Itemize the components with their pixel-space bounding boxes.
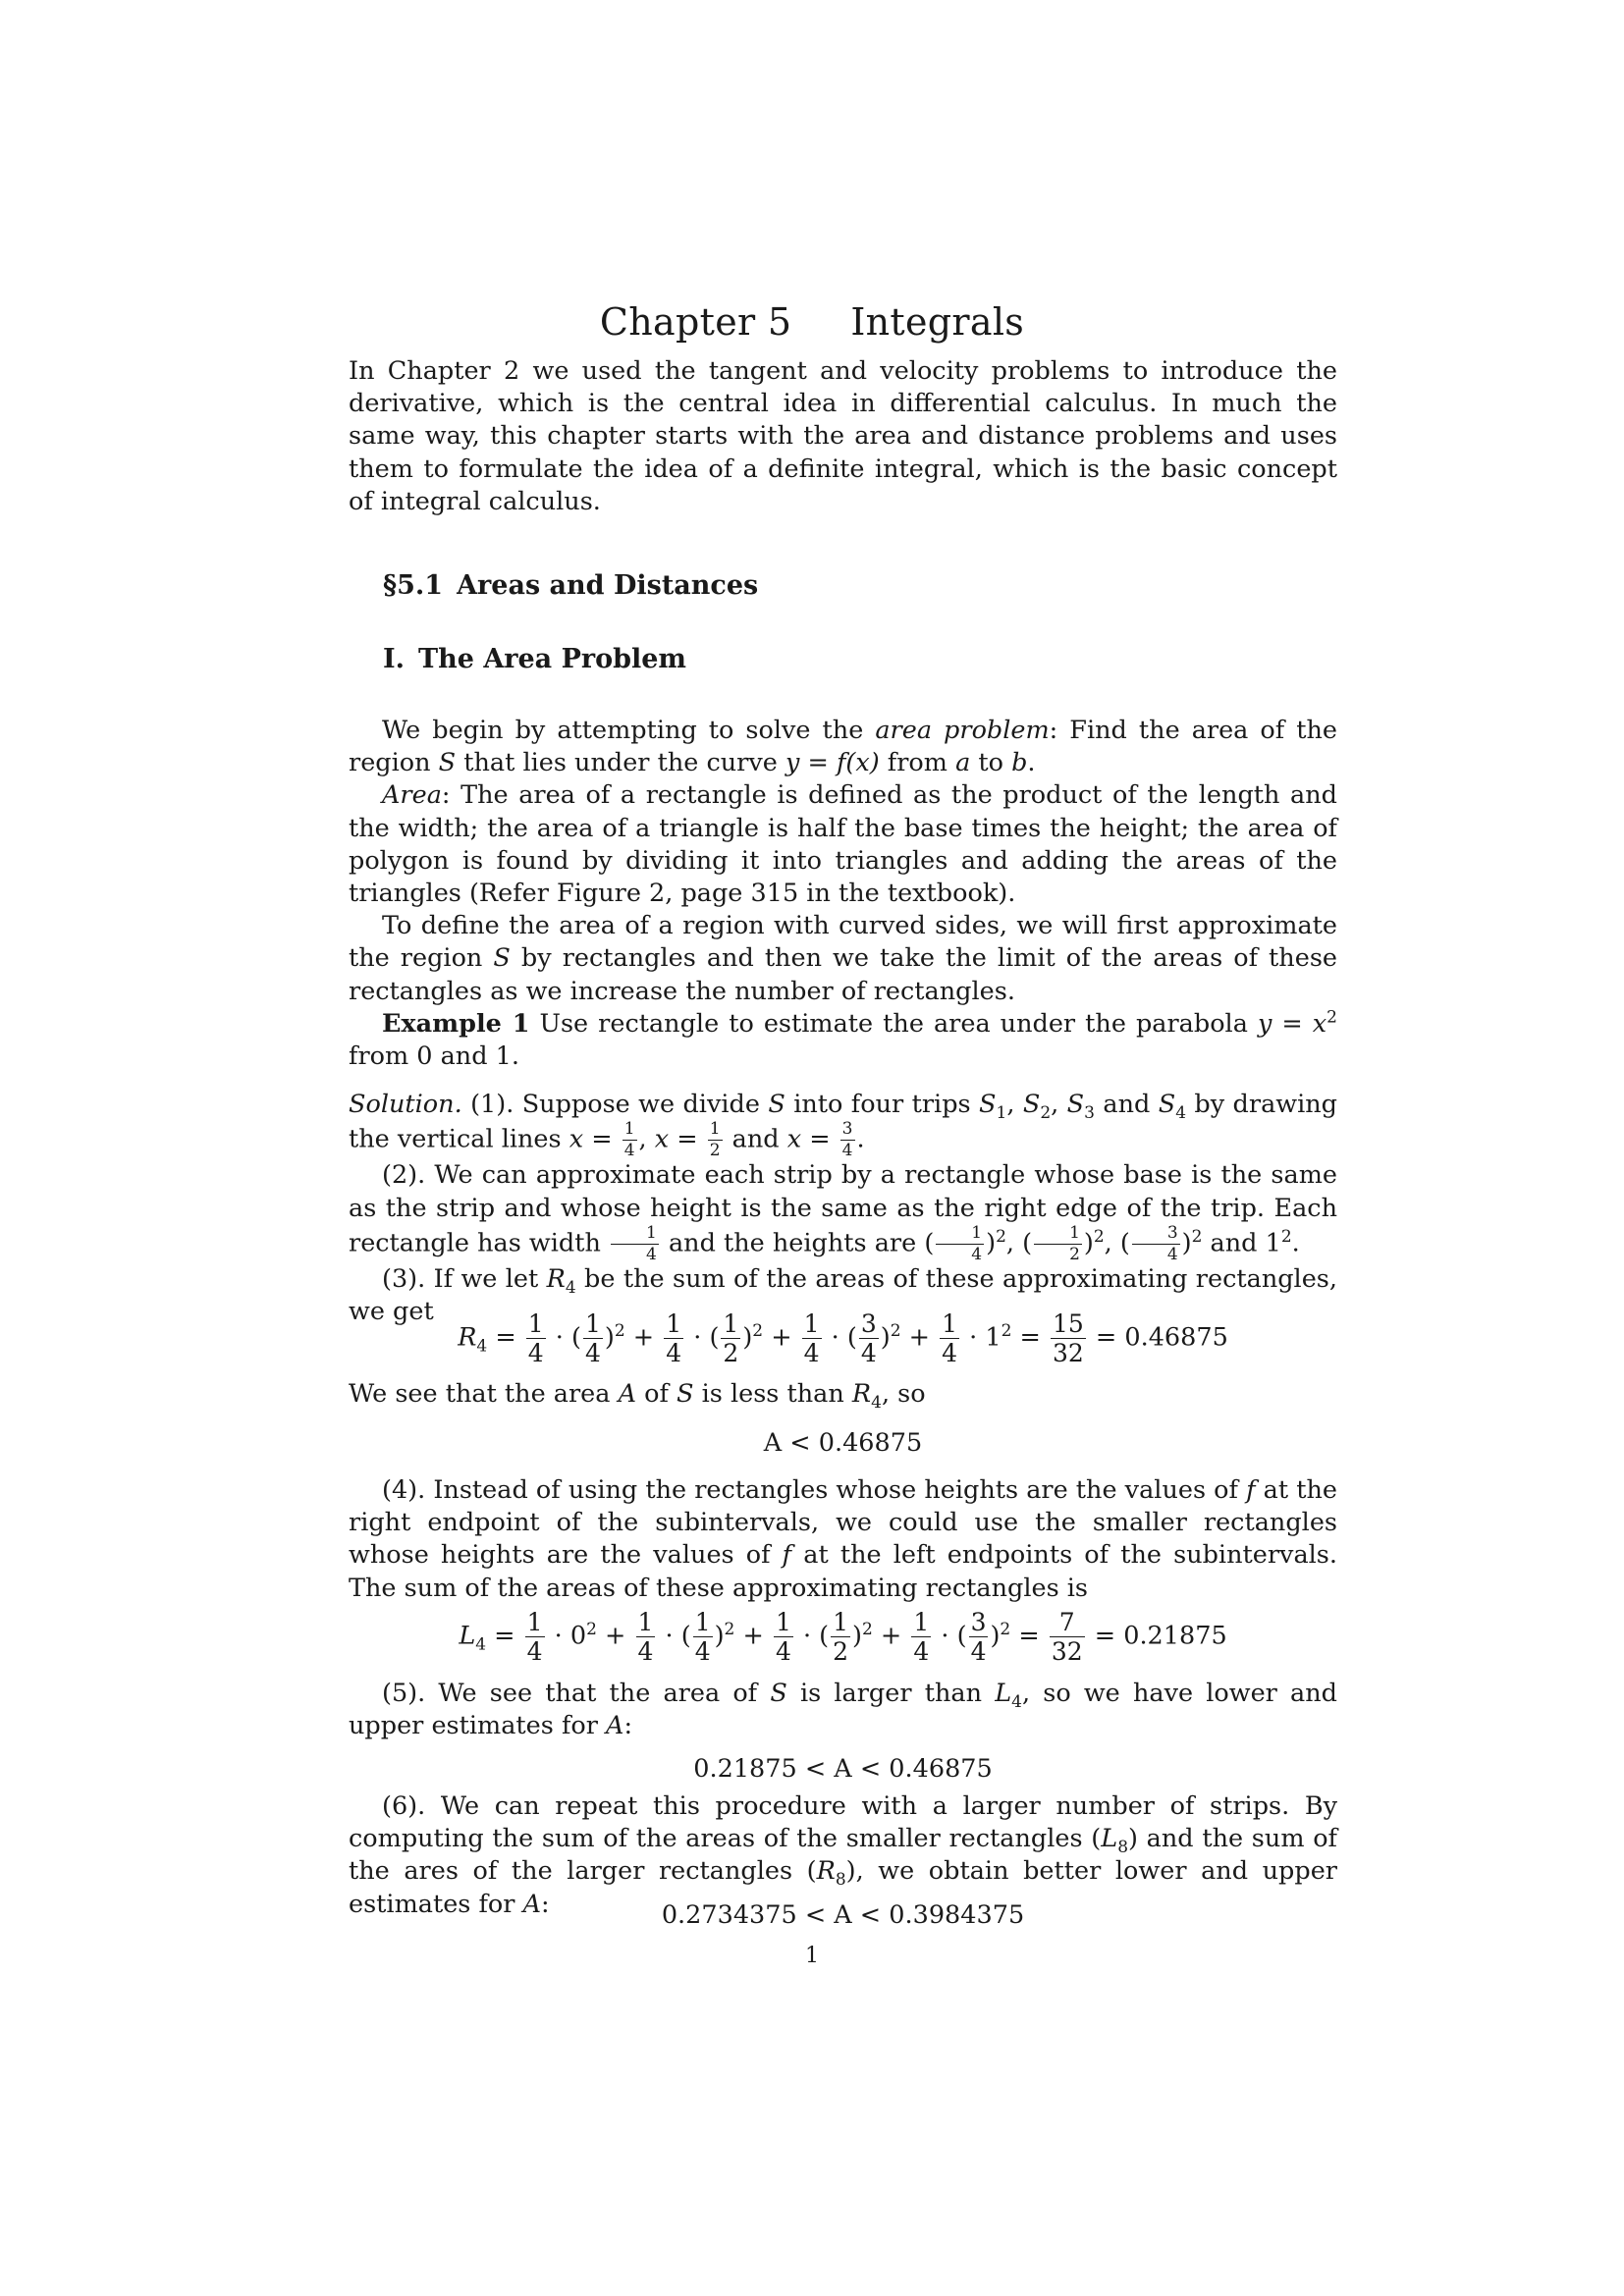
subsection-title: The Area Problem — [418, 644, 686, 674]
subsection-heading — [383, 643, 686, 675]
section-number: §5.1 — [383, 570, 444, 601]
inequality-3: 0.2734375 < A < 0.3984375 — [661, 1900, 1025, 1930]
chapter-title — [0, 300, 1624, 344]
solution-step-3: (3). If we let $R_4$ be the sum of the areas of these approximating rectangles, we get — [349, 1263, 1337, 1327]
paragraph-area-problem: We begin by attempting to solve the area problem: Find the area of the region S that lies under the curve y = f(x) from a to b. — [349, 716, 1337, 778]
inequality-2: 0.21875 < A < 0.46875 — [693, 1754, 993, 1784]
equation-L4: $L_4$ = $\frac{1}{4}$ · $0^2$ + $\frac{1}{4}$ · ( $\frac{1}{4}$ )$^2$ + $\frac{1}{4}$ · ( $\frac{1}{2}$ )$^2$ + $\frac{1}{4}$ · ( $\frac{3}{4}$ )$^2$ = $\frac{7}{32}$ = 0.21875 — [459, 1608, 1227, 1666]
section-title: Areas and Distances — [457, 570, 759, 601]
intro-paragraph: In Chapter 2 we used the tangent and velocity problems to introduce the derivative, which is the central idea in differential calculus. In much the same way, this chapter starts with the area and distance problems and uses them to formulate the idea of a definite integral, which is the basic concept of integral calculus. — [349, 356, 1337, 516]
solution-step-4: (4). Instead of using the rectangles whose heights are the values of f at the right endpoint of the subintervals, we could use the smaller rectangles whose heights are the values of f at the left endpoints of the subintervals. The sum of the areas of these approximating rectangles is — [349, 1475, 1337, 1603]
paragraph-area-definition: Area: The area of a rectangle is defined as the product of the length and the width; the area of a triangle is half the base times the height; the area of polygon is found by dividing it into triangles and adding the areas of the triangles (Refer Figure 2, page 315 in the textbook). — [349, 780, 1337, 909]
inequality-1: A < 0.46875 — [763, 1428, 923, 1458]
solution-step-1: Solution. (1). Suppose we divide S into four trips $S_1$, $S_2$, $S_3$ and $S_4$ by drawing the vertical lines x = $\frac{1}{4}$ , x = $\frac{1}{2}$ and x = $\frac{3}{4}$ . — [349, 1090, 1337, 1161]
page-number: 1 — [805, 1944, 819, 1968]
chapter-label: Chapter 5 — [599, 300, 792, 344]
solution-step-6: (6). We can repeat this procedure with a larger number of strips. By computing the sum of the areas of the smaller rectangles $(L_8)$ and the sum of the ares of the larger rectangles $(R_8)$, we obtain better lower and upper estimates for A: — [349, 1791, 1337, 1919]
subsection-number: I. — [383, 644, 406, 674]
solution-step-5: (5). We see that the area of S is larger than $L_4$, so we have lower and upper estimates for A: — [349, 1679, 1337, 1741]
chapter-name: Integrals — [850, 300, 1025, 344]
solution-step-2: (2). We can approximate each strip by a rectangle whose base is the same as the strip and whose height is the same as the right edge of the trip. Each rectangle has width $\frac{1}{4}$ and the heights are ( $\frac{1}{4}$ )$^2$, ( $\frac{1}{2}$ )$^2$, ( $\frac{3}{4}$ )$^2$ and $1^2$. — [349, 1160, 1337, 1264]
paragraph-curved-sides: To define the area of a region with curved sides, we will first approximate the region S by rectangles and then we take the limit of the areas of these rectangles as we increase the number of rectangles. — [349, 911, 1337, 1006]
body-text — [349, 715, 1337, 1328]
paragraph-less-than-R4: We see that the area A of S is less than $R_4$, so — [349, 1379, 926, 1414]
example-1: Example 1 Use rectangle to estimate the area under the parabola $y = x^2$ from 0 and 1. — [349, 1007, 1337, 1072]
equation-R4: $R_4$ = $\frac{1}{4}$ · ( $\frac{1}{4}$ )$^2$ + $\frac{1}{4}$ · ( $\frac{1}{2}$ )$^2$ + $\frac{1}{4}$ · ( $\frac{3}{4}$ )$^2$ + $\frac{1}{4}$ · $1^2$ = $\frac{15}{32}$ = 0.46875 — [458, 1309, 1228, 1367]
section-heading — [383, 569, 758, 602]
